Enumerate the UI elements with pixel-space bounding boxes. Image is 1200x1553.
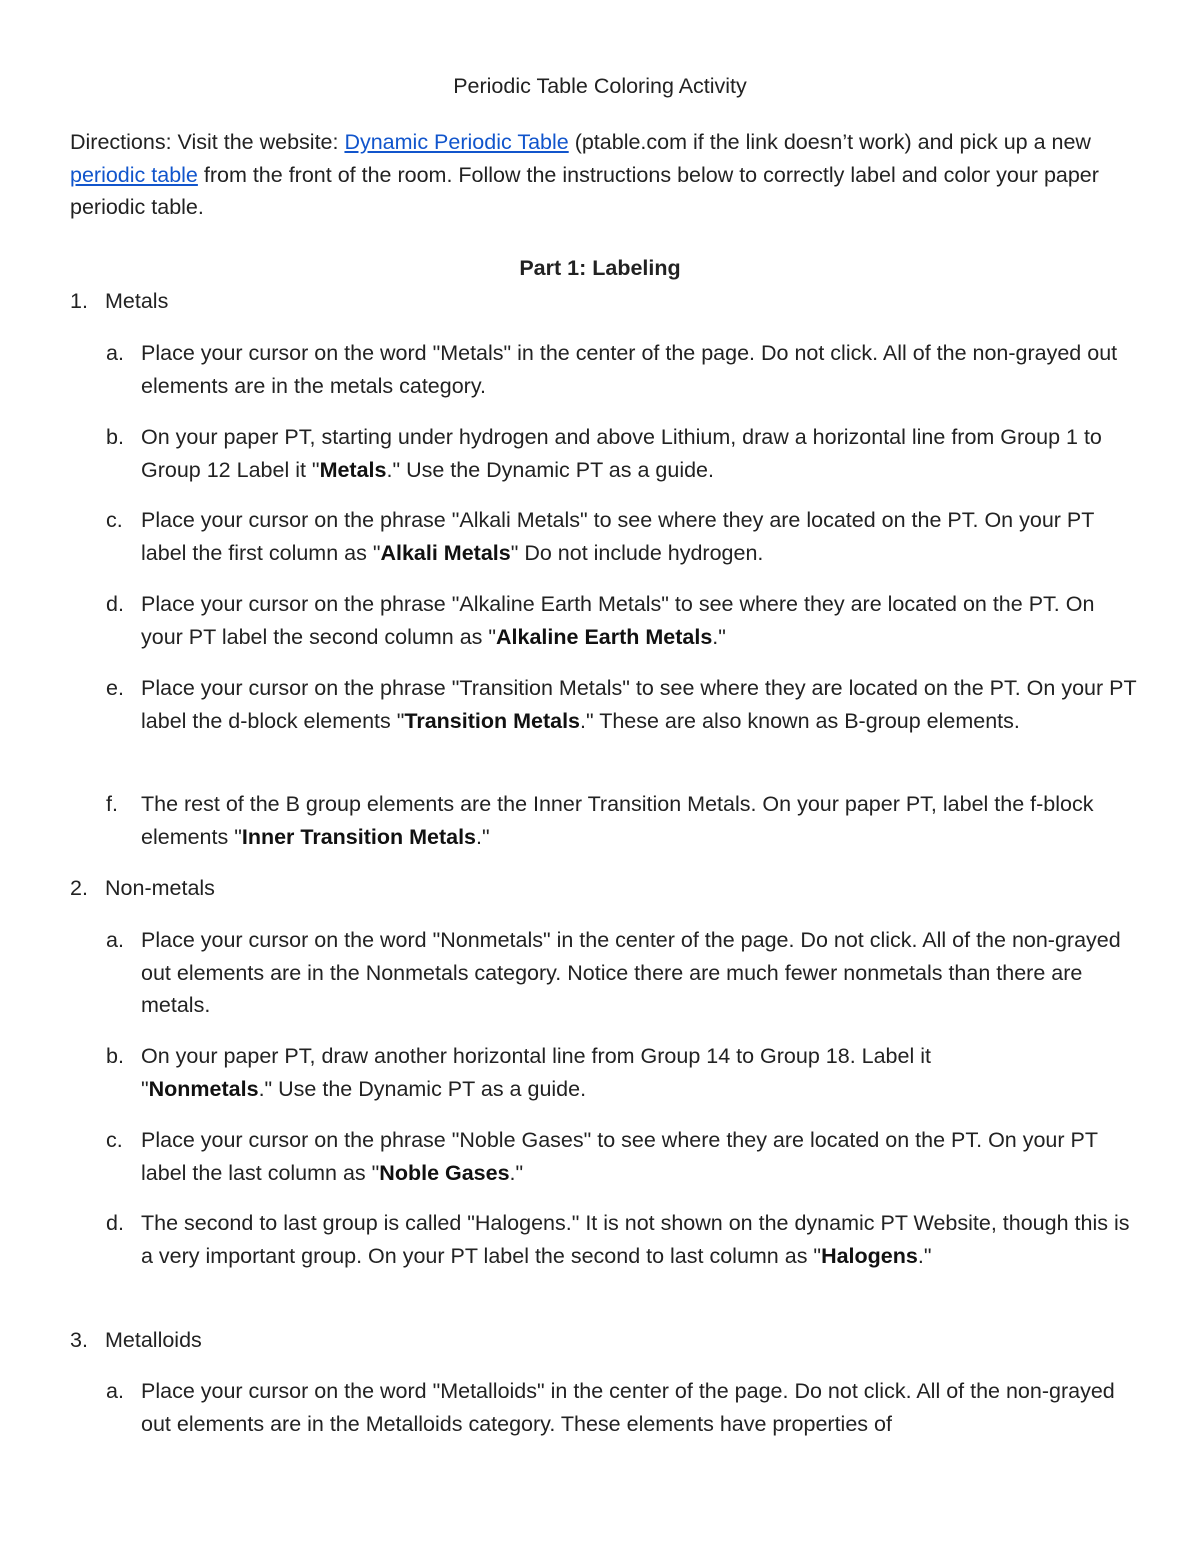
part-heading: Part 1: Labeling: [519, 256, 681, 280]
periodic-table-link[interactable]: periodic table: [70, 162, 198, 187]
item-letter: c.: [106, 1128, 123, 1152]
directions-prefix: Directions: Visit the website:: [70, 130, 345, 154]
item-text-part: .": [712, 624, 726, 649]
item-text-part: Place your cursor on the word "Metalloids" in the center of the page. Do not click. All of the non-grayed out elements are in the Metalloids category. These elements have properties of: [141, 1379, 1115, 1436]
item-text-part: .": [476, 824, 490, 849]
item-bold-label: Transition Metals: [404, 708, 581, 733]
item-text-part: ." Use the Dynamic PT as a guide.: [258, 1076, 587, 1101]
section-title: Non-metals: [105, 876, 215, 900]
section-title: Metals: [105, 289, 169, 313]
item-text: [141, 788, 1141, 853]
item-text-part: " Do not include hydrogen.: [510, 540, 764, 565]
item-text-part: Place your cursor on the phrase "Transition Metals" to see where they are located on the PT. On your PT label the d-block elements ": [141, 676, 1137, 733]
item-text-part: On your paper PT, draw another horizontal line from Group 14 to Group 18. Label it ": [141, 1044, 931, 1101]
item-bold-label: Halogens: [821, 1243, 918, 1268]
item-letter: a.: [106, 341, 124, 365]
item-text: [141, 1207, 1141, 1272]
item-text-part: .": [509, 1160, 524, 1185]
section-number: 2.: [70, 876, 88, 900]
item-text: [141, 421, 1141, 486]
item-text: [141, 924, 1141, 1022]
item-letter: a.: [106, 1379, 124, 1403]
item-text-part: .": [917, 1243, 932, 1268]
item-bold-label: Alkaline Earth Metals: [496, 624, 713, 649]
item-text-part: The second to last group is called "Halogens." It is not shown on the dynamic PT Website, though this is a very important group. On your PT label the second to last column as ": [141, 1211, 1130, 1268]
item-text-part: Place your cursor on the phrase "Noble Gases" to see where they are located on the PT. On your PT label the last column as ": [141, 1128, 1098, 1185]
item-bold-label: Nonmetals: [148, 1076, 259, 1101]
item-text-part: ." Use the Dynamic PT as a guide.: [386, 457, 714, 482]
item-bold-label: Noble Gases: [379, 1160, 510, 1185]
item-text: [141, 337, 1141, 402]
dynamic-periodic-table-link[interactable]: Dynamic Periodic Table: [344, 130, 569, 154]
item-letter: d.: [106, 1211, 124, 1235]
item-letter: a.: [106, 928, 124, 952]
page-title: Periodic Table Coloring Activity: [453, 74, 747, 98]
item-text-part: Place your cursor on the word "Metals" in the center of the page. Do not click. All of the non-grayed out elements are in the metals category.: [141, 341, 1118, 398]
item-text-part: Place your cursor on the phrase "Alkali Metals" to see where they are located on the PT. On your PT label the first column as ": [141, 508, 1094, 565]
directions-mid: (ptable.com if the link doesn’t work) and pick up a new: [568, 130, 1091, 154]
item-text-part: The rest of the B group elements are the Inner Transition Metals. On your paper PT, label the f-block elements ": [141, 792, 1094, 849]
item-letter: f.: [106, 792, 118, 816]
item-letter: b.: [106, 1044, 124, 1068]
item-text: [141, 504, 1141, 569]
item-text-part: ." These are also known as B-group elements.: [580, 708, 1020, 733]
item-text-part: Place your cursor on the word "Nonmetals" in the center of the page. Do not click. All of the non-grayed out elements are in the Nonmetals category. Notice there are much fewer nonmetals than there are metals.: [141, 928, 1121, 1017]
item-text: [141, 1040, 1041, 1105]
item-bold-label: Inner Transition Metals: [241, 824, 477, 849]
item-text: [141, 1375, 1141, 1440]
item-text: [141, 1124, 1141, 1189]
item-bold-label: Alkali Metals: [380, 540, 511, 565]
section-number: 3.: [70, 1328, 88, 1352]
section-title: Metalloids: [105, 1328, 202, 1352]
item-text-part: On your paper PT, starting under hydrogen and above Lithium, draw a horizontal line from Group 1 to Group 12 Label it ": [141, 425, 1102, 482]
item-letter: d.: [106, 592, 124, 616]
item-text: [141, 588, 1141, 653]
item-letter: b.: [106, 425, 124, 449]
item-letter: c.: [106, 508, 123, 532]
item-bold-label: Metals: [319, 457, 387, 482]
item-text-part: Place your cursor on the phrase "Alkaline Earth Metals" to see where they are located on the PT. On your PT label the second column as ": [141, 592, 1095, 649]
directions-paragraph: [70, 126, 1140, 224]
directions-suffix: from the front of the room. Follow the instructions below to correctly label and color your paper periodic table.: [70, 162, 1099, 219]
item-text: [141, 672, 1141, 737]
section-number: 1.: [70, 289, 88, 313]
item-letter: e.: [106, 676, 124, 700]
